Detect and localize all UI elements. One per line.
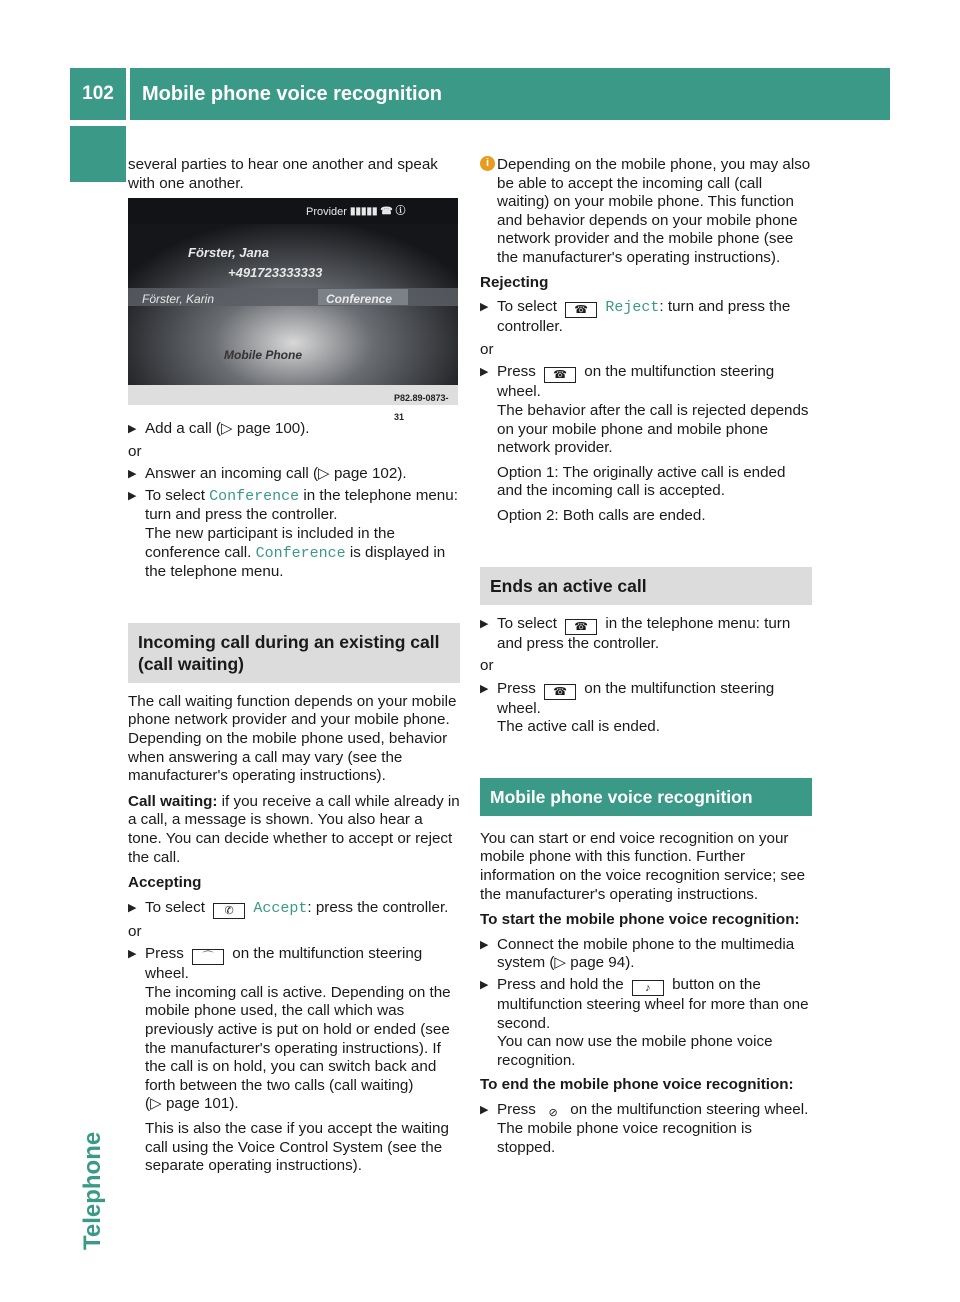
right-column bbox=[480, 156, 812, 1160]
step-press-reject: ▶ Press ☎ on the multifunction steering wheel. The behavior after the call is rejected depends on your mobile phone and mobile phone network provider. Option 1: The originally active call is ended and the incoming call is accepted. Option 2: Both calls are ended. bbox=[480, 363, 812, 525]
step-accept: ▶ To select ✆ Accept: press the controller. bbox=[128, 899, 460, 919]
step-select-conference: ▶ To select Conference in the telephone menu: turn and press the controller. The new participant is included in the conference call. Conference is displayed in the telephone menu. bbox=[128, 487, 460, 582]
steering-reject-icon: ☎ bbox=[544, 367, 576, 383]
step-press-end-vr: ▶ Press ⊘ on the multifunction steering wheel. The mobile phone voice recognition is stopped. bbox=[480, 1101, 812, 1157]
info-note: i Depending on the mobile phone, you may also be able to accept the incoming call (call waiting) on your mobile phone. This function and behavior depends on your mobile phone network provider and the mobile phone (see the manufacturer's operating instructions). bbox=[480, 156, 812, 268]
step-press-accept: ▶ Press ⌒ on the multifunction steering wheel. The incoming call is active. Depending on the mobile phone used, the call which was previously active is put on hold or ended (see the manufacturer's operating instructions). If the call is on hold, you can switch back and forth between the two calls (call waiting) (▷ page 101). This is also the case if you accept the waiting call using the Voice Control System (see the separate operating instructions). bbox=[128, 945, 460, 1176]
screen-provider: Provider bbox=[306, 206, 347, 218]
section-heading-end-call: Ends an active call bbox=[480, 567, 812, 605]
screen-contact1: Förster, Jana bbox=[188, 245, 269, 260]
section-heading-voice-recognition: Mobile phone voice recognition bbox=[480, 778, 812, 816]
steering-accept-icon: ⌒ bbox=[192, 949, 224, 965]
call-waiting-intro: The call waiting function depends on your mobile phone network provider and your mobile phone. Depending on the mobile phone used, behavior when answering a call may vary (see the manufacturer's operating instructions). bbox=[128, 692, 457, 785]
step-end-press: ▶ Press ☎ on the multifunction steering wheel. The active call is ended. bbox=[480, 680, 812, 737]
step-end-select: ▶ To select ☎ in the telephone menu: turn and press the controller. bbox=[480, 615, 812, 654]
step-answer-call: ▶ Answer an incoming call (▷ page 102). bbox=[128, 465, 460, 484]
call-waiting-definition: Call waiting: if you receive a call while already in a call, a message is shown. You also hear a tone. You can decide whether to accept or reject the call. bbox=[128, 792, 460, 866]
page-title: Mobile phone voice recognition bbox=[130, 68, 890, 120]
voice-recognition-intro: You can start or end voice recognition on your mobile phone with this function. Further information on the voice recognition service; see the manufacturer's operating instructions. bbox=[480, 829, 806, 903]
section-heading-call-waiting: Incoming call during an existing call (call waiting) bbox=[128, 623, 460, 683]
signal-icon: ▮▮▮▮▮ ☎ ⓘ bbox=[350, 206, 406, 217]
left-column-body bbox=[128, 420, 460, 1179]
page-number: 102 bbox=[70, 68, 126, 120]
info-icon: i bbox=[480, 156, 495, 171]
or-text-4: or bbox=[480, 657, 494, 675]
mute-button-icon: ⊘ bbox=[548, 1107, 558, 1119]
step-connect: ▶ Connect the mobile phone to the multimedia system (▷ page 94). bbox=[480, 936, 812, 973]
screen-mobile-phone: Mobile Phone bbox=[224, 348, 302, 362]
step-add-call: ▶ Add a call (▷ page 100). bbox=[128, 420, 460, 439]
intro-text: several parties to hear one another and speak with one another. bbox=[128, 156, 438, 192]
screen-contact2: Förster, Karin bbox=[142, 292, 215, 306]
side-marker bbox=[70, 126, 126, 182]
accept-phone-icon: ✆ bbox=[213, 903, 245, 919]
steering-end-icon: ☎ bbox=[544, 684, 576, 700]
left-column bbox=[128, 156, 460, 200]
end-call-icon: ☎ bbox=[565, 619, 597, 635]
start-vr-heading: To start the mobile phone voice recognition: bbox=[480, 911, 800, 929]
screen-conference: Conference bbox=[326, 292, 393, 306]
or-text-3: or bbox=[480, 340, 494, 358]
screen-number: +491723333333 bbox=[228, 265, 323, 280]
rejecting-heading: Rejecting bbox=[480, 273, 549, 291]
voice-button-icon: ♪ bbox=[632, 980, 664, 996]
telephone-screen-image bbox=[128, 198, 458, 422]
step-reject: ▶ To select ☎ Reject: turn and press the controller. bbox=[480, 298, 812, 337]
accepting-heading: Accepting bbox=[128, 874, 202, 892]
section-side-label: Telephone bbox=[79, 1131, 106, 1250]
step-press-hold: ▶ Press and hold the ♪ button on the multifunction steering wheel for more than one second. You can now use the mobile phone voice recognition. bbox=[480, 976, 812, 1070]
end-vr-heading: To end the mobile phone voice recognition: bbox=[480, 1076, 794, 1094]
reject-phone-icon: ☎ bbox=[565, 302, 597, 318]
image-code: P82.89-0873-31 bbox=[394, 393, 449, 422]
or-text-2: or bbox=[128, 922, 142, 940]
or-text: or bbox=[128, 442, 142, 460]
